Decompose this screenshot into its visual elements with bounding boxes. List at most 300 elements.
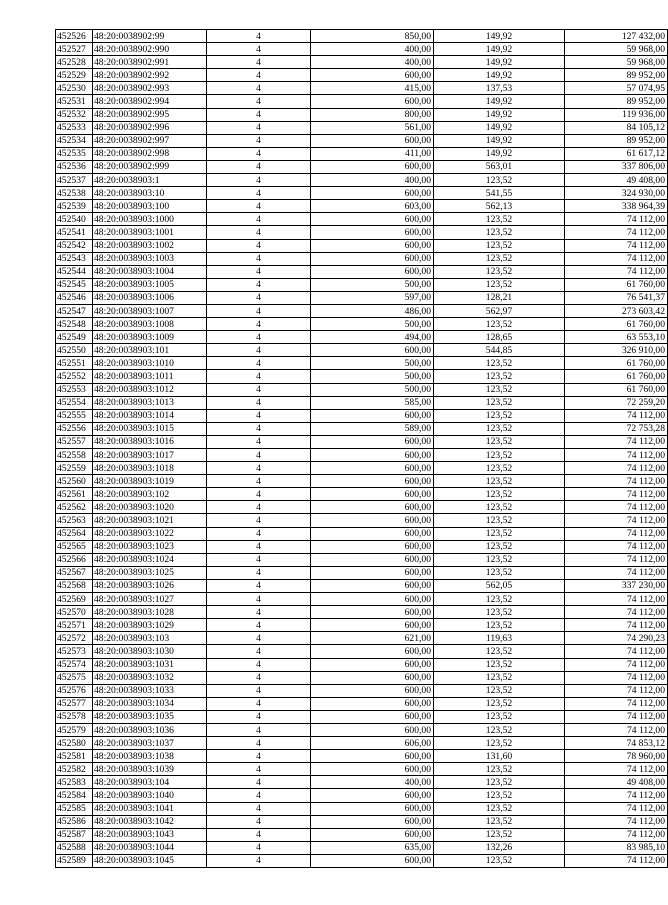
area-cell: 494,00 bbox=[311, 331, 434, 344]
table-row bbox=[56, 593, 668, 606]
area-cell: 600,00 bbox=[311, 789, 434, 802]
cadastral-value-cell: 119 936,00 bbox=[565, 108, 668, 121]
row-number-cell: 452542 bbox=[56, 239, 93, 252]
row-number-cell: 452564 bbox=[56, 527, 93, 540]
category-cell: 4 bbox=[207, 69, 311, 82]
table-row bbox=[56, 553, 668, 566]
row-number-cell: 452547 bbox=[56, 304, 93, 317]
cadastral-number-cell: 48:20:0038903:1009 bbox=[93, 331, 207, 344]
cadastral-number-cell: 48:20:0038903:10 bbox=[93, 187, 207, 200]
table-row bbox=[56, 710, 668, 723]
specific-value-cell: 149,92 bbox=[434, 134, 565, 147]
area-cell: 561,00 bbox=[311, 121, 434, 134]
cadastral-value-cell: 72 753,28 bbox=[565, 422, 668, 435]
specific-value-cell: 541,55 bbox=[434, 187, 565, 200]
cadastral-value-cell: 61 617,12 bbox=[565, 147, 668, 160]
cadastral-value-cell: 61 760,00 bbox=[565, 318, 668, 331]
cadastral-value-cell: 74 112,00 bbox=[565, 462, 668, 475]
table-row bbox=[56, 854, 668, 867]
specific-value-cell: 123,52 bbox=[434, 318, 565, 331]
cadastral-number-cell: 48:20:0038903:1027 bbox=[93, 593, 207, 606]
specific-value-cell: 123,52 bbox=[434, 488, 565, 501]
specific-value-cell: 123,52 bbox=[434, 357, 565, 370]
area-cell: 600,00 bbox=[311, 566, 434, 579]
cadastral-number-cell: 48:20:0038903:1042 bbox=[93, 815, 207, 828]
table-row bbox=[56, 187, 668, 200]
category-cell: 4 bbox=[207, 553, 311, 566]
specific-value-cell: 128,21 bbox=[434, 291, 565, 304]
cadastral-value-cell: 74 112,00 bbox=[565, 606, 668, 619]
row-number-cell: 452586 bbox=[56, 815, 93, 828]
cadastral-value-cell: 74 112,00 bbox=[565, 527, 668, 540]
row-number-cell: 452526 bbox=[56, 30, 93, 43]
row-number-cell: 452557 bbox=[56, 435, 93, 448]
table-row bbox=[56, 579, 668, 592]
row-number-cell: 452544 bbox=[56, 265, 93, 278]
row-number-cell: 452546 bbox=[56, 291, 93, 304]
area-cell: 600,00 bbox=[311, 134, 434, 147]
row-number-cell: 452554 bbox=[56, 396, 93, 409]
table-row bbox=[56, 121, 668, 134]
table-row bbox=[56, 213, 668, 226]
cadastral-number-cell: 48:20:0038903:101 bbox=[93, 344, 207, 357]
area-cell: 600,00 bbox=[311, 239, 434, 252]
cadastral-value-cell: 74 112,00 bbox=[565, 501, 668, 514]
table-row bbox=[56, 540, 668, 553]
specific-value-cell: 149,92 bbox=[434, 30, 565, 43]
table-body bbox=[56, 30, 668, 868]
cadastral-value-cell: 89 952,00 bbox=[565, 95, 668, 108]
cadastral-value-cell: 72 259,20 bbox=[565, 396, 668, 409]
area-cell: 500,00 bbox=[311, 318, 434, 331]
cadastral-value-cell: 74 112,00 bbox=[565, 763, 668, 776]
cadastral-number-cell: 48:20:0038903:1038 bbox=[93, 750, 207, 763]
category-cell: 4 bbox=[207, 318, 311, 331]
category-cell: 4 bbox=[207, 475, 311, 488]
table-row bbox=[56, 776, 668, 789]
category-cell: 4 bbox=[207, 579, 311, 592]
area-cell: 600,00 bbox=[311, 606, 434, 619]
category-cell: 4 bbox=[207, 108, 311, 121]
cadastral-number-cell: 48:20:0038903:1040 bbox=[93, 789, 207, 802]
area-cell: 500,00 bbox=[311, 278, 434, 291]
table-row bbox=[56, 239, 668, 252]
specific-value-cell: 562,13 bbox=[434, 200, 565, 213]
category-cell: 4 bbox=[207, 291, 311, 304]
row-number-cell: 452566 bbox=[56, 553, 93, 566]
cadastral-value-cell: 74 112,00 bbox=[565, 475, 668, 488]
cadastral-value-cell: 74 853,12 bbox=[565, 737, 668, 750]
area-cell: 600,00 bbox=[311, 619, 434, 632]
table-row bbox=[56, 501, 668, 514]
specific-value-cell: 123,52 bbox=[434, 645, 565, 658]
area-cell: 600,00 bbox=[311, 802, 434, 815]
category-cell: 4 bbox=[207, 540, 311, 553]
category-cell: 4 bbox=[207, 632, 311, 645]
cadastral-number-cell: 48:20:0038902:994 bbox=[93, 95, 207, 108]
cadastral-value-cell: 74 112,00 bbox=[565, 239, 668, 252]
area-cell: 600,00 bbox=[311, 645, 434, 658]
area-cell: 400,00 bbox=[311, 56, 434, 69]
cadastral-value-cell: 63 553,10 bbox=[565, 331, 668, 344]
cadastral-value-cell: 61 760,00 bbox=[565, 370, 668, 383]
table-row bbox=[56, 828, 668, 841]
row-number-cell: 452565 bbox=[56, 540, 93, 553]
cadastral-number-cell: 48:20:0038903:1017 bbox=[93, 449, 207, 462]
category-cell: 4 bbox=[207, 501, 311, 514]
specific-value-cell: 149,92 bbox=[434, 69, 565, 82]
category-cell: 4 bbox=[207, 409, 311, 422]
cadastral-number-cell: 48:20:0038903:1029 bbox=[93, 619, 207, 632]
table-row bbox=[56, 763, 668, 776]
cadastral-number-cell: 48:20:0038903:1024 bbox=[93, 553, 207, 566]
category-cell: 4 bbox=[207, 252, 311, 265]
area-cell: 850,00 bbox=[311, 30, 434, 43]
cadastral-number-cell: 48:20:0038903:104 bbox=[93, 776, 207, 789]
specific-value-cell: 123,52 bbox=[434, 422, 565, 435]
specific-value-cell: 123,52 bbox=[434, 514, 565, 527]
cadastral-number-cell: 48:20:0038903:1001 bbox=[93, 226, 207, 239]
table-row bbox=[56, 370, 668, 383]
cadastral-number-cell: 48:20:0038903:100 bbox=[93, 200, 207, 213]
table-row bbox=[56, 475, 668, 488]
category-cell: 4 bbox=[207, 30, 311, 43]
area-cell: 600,00 bbox=[311, 828, 434, 841]
category-cell: 4 bbox=[207, 187, 311, 200]
area-cell: 600,00 bbox=[311, 95, 434, 108]
cadastral-number-cell: 48:20:0038903:1010 bbox=[93, 357, 207, 370]
cadastral-number-cell: 48:20:0038902:997 bbox=[93, 134, 207, 147]
row-number-cell: 452535 bbox=[56, 147, 93, 160]
table-row bbox=[56, 632, 668, 645]
table-row bbox=[56, 658, 668, 671]
area-cell: 400,00 bbox=[311, 43, 434, 56]
area-cell: 600,00 bbox=[311, 435, 434, 448]
cadastral-number-cell: 48:20:0038903:1045 bbox=[93, 854, 207, 867]
cadastral-number-cell: 48:20:0038903:1035 bbox=[93, 710, 207, 723]
area-cell: 400,00 bbox=[311, 776, 434, 789]
row-number-cell: 452568 bbox=[56, 579, 93, 592]
area-cell: 589,00 bbox=[311, 422, 434, 435]
category-cell: 4 bbox=[207, 645, 311, 658]
specific-value-cell: 123,52 bbox=[434, 252, 565, 265]
row-number-cell: 452569 bbox=[56, 593, 93, 606]
table-row bbox=[56, 344, 668, 357]
specific-value-cell: 149,92 bbox=[434, 95, 565, 108]
cadastral-value-cell: 89 952,00 bbox=[565, 134, 668, 147]
area-cell: 600,00 bbox=[311, 69, 434, 82]
area-cell: 600,00 bbox=[311, 252, 434, 265]
row-number-cell: 452561 bbox=[56, 488, 93, 501]
table-row bbox=[56, 462, 668, 475]
table-row bbox=[56, 737, 668, 750]
cadastral-number-cell: 48:20:0038903:1000 bbox=[93, 213, 207, 226]
cadastral-value-cell: 61 760,00 bbox=[565, 278, 668, 291]
table-row bbox=[56, 252, 668, 265]
table-row bbox=[56, 160, 668, 173]
table-row bbox=[56, 108, 668, 121]
cadastral-value-cell: 326 910,00 bbox=[565, 344, 668, 357]
category-cell: 4 bbox=[207, 304, 311, 317]
cadastral-value-cell: 83 985,10 bbox=[565, 841, 668, 854]
category-cell: 4 bbox=[207, 802, 311, 815]
specific-value-cell: 123,52 bbox=[434, 606, 565, 619]
cadastral-number-cell: 48:20:0038903:1012 bbox=[93, 383, 207, 396]
cadastral-value-cell: 337 230,00 bbox=[565, 579, 668, 592]
category-cell: 4 bbox=[207, 658, 311, 671]
specific-value-cell: 544,85 bbox=[434, 344, 565, 357]
cadastral-number-cell: 48:20:0038903:1036 bbox=[93, 723, 207, 736]
area-cell: 603,00 bbox=[311, 200, 434, 213]
area-cell: 500,00 bbox=[311, 370, 434, 383]
category-cell: 4 bbox=[207, 606, 311, 619]
cadastral-number-cell: 48:20:0038903:1018 bbox=[93, 462, 207, 475]
table-row bbox=[56, 815, 668, 828]
table-row bbox=[56, 383, 668, 396]
specific-value-cell: 149,92 bbox=[434, 108, 565, 121]
category-cell: 4 bbox=[207, 737, 311, 750]
category-cell: 4 bbox=[207, 723, 311, 736]
row-number-cell: 452579 bbox=[56, 723, 93, 736]
row-number-cell: 452584 bbox=[56, 789, 93, 802]
area-cell: 600,00 bbox=[311, 553, 434, 566]
table-row bbox=[56, 671, 668, 684]
category-cell: 4 bbox=[207, 147, 311, 160]
category-cell: 4 bbox=[207, 776, 311, 789]
cadastral-number-cell: 48:20:0038902:992 bbox=[93, 69, 207, 82]
table-row bbox=[56, 422, 668, 435]
area-cell: 600,00 bbox=[311, 854, 434, 867]
row-number-cell: 452560 bbox=[56, 475, 93, 488]
cadastral-number-cell: 48:20:0038903:1020 bbox=[93, 501, 207, 514]
row-number-cell: 452559 bbox=[56, 462, 93, 475]
area-cell: 600,00 bbox=[311, 593, 434, 606]
specific-value-cell: 137,53 bbox=[434, 82, 565, 95]
cadastral-value-cell: 74 112,00 bbox=[565, 252, 668, 265]
cadastral-number-cell: 48:20:0038902:991 bbox=[93, 56, 207, 69]
cadastral-number-cell: 48:20:0038902:99 bbox=[93, 30, 207, 43]
table-row bbox=[56, 789, 668, 802]
cadastral-number-cell: 48:20:0038903:1002 bbox=[93, 239, 207, 252]
category-cell: 4 bbox=[207, 435, 311, 448]
specific-value-cell: 123,52 bbox=[434, 854, 565, 867]
cadastral-value-cell: 74 112,00 bbox=[565, 409, 668, 422]
area-cell: 621,00 bbox=[311, 632, 434, 645]
specific-value-cell: 123,52 bbox=[434, 619, 565, 632]
area-cell: 600,00 bbox=[311, 462, 434, 475]
row-number-cell: 452528 bbox=[56, 56, 93, 69]
table-row bbox=[56, 527, 668, 540]
row-number-cell: 452571 bbox=[56, 619, 93, 632]
cadastral-number-cell: 48:20:0038903:1013 bbox=[93, 396, 207, 409]
cadastral-value-cell: 74 112,00 bbox=[565, 854, 668, 867]
table-row bbox=[56, 200, 668, 213]
table-row bbox=[56, 56, 668, 69]
cadastral-value-cell: 74 112,00 bbox=[565, 828, 668, 841]
cadastral-value-cell: 338 964,39 bbox=[565, 200, 668, 213]
category-cell: 4 bbox=[207, 697, 311, 710]
row-number-cell: 452530 bbox=[56, 82, 93, 95]
cadastral-value-cell: 74 112,00 bbox=[565, 265, 668, 278]
area-cell: 600,00 bbox=[311, 723, 434, 736]
table-row bbox=[56, 95, 668, 108]
category-cell: 4 bbox=[207, 226, 311, 239]
specific-value-cell: 123,52 bbox=[434, 671, 565, 684]
cadastral-number-cell: 48:20:0038903:1039 bbox=[93, 763, 207, 776]
specific-value-cell: 123,52 bbox=[434, 501, 565, 514]
area-cell: 635,00 bbox=[311, 841, 434, 854]
cadastral-number-cell: 48:20:0038903:1003 bbox=[93, 252, 207, 265]
table-row bbox=[56, 606, 668, 619]
specific-value-cell: 123,52 bbox=[434, 174, 565, 187]
area-cell: 600,00 bbox=[311, 710, 434, 723]
row-number-cell: 452567 bbox=[56, 566, 93, 579]
cadastral-number-cell: 48:20:0038903:1008 bbox=[93, 318, 207, 331]
row-number-cell: 452563 bbox=[56, 514, 93, 527]
table-row bbox=[56, 684, 668, 697]
specific-value-cell: 131,60 bbox=[434, 750, 565, 763]
cadastral-value-cell: 74 112,00 bbox=[565, 645, 668, 658]
cadastral-value-cell: 89 952,00 bbox=[565, 69, 668, 82]
cadastral-number-cell: 48:20:0038903:103 bbox=[93, 632, 207, 645]
table-row bbox=[56, 147, 668, 160]
category-cell: 4 bbox=[207, 370, 311, 383]
cadastral-value-cell: 76 541,37 bbox=[565, 291, 668, 304]
category-cell: 4 bbox=[207, 357, 311, 370]
table-row bbox=[56, 318, 668, 331]
specific-value-cell: 123,52 bbox=[434, 737, 565, 750]
area-cell: 600,00 bbox=[311, 527, 434, 540]
row-number-cell: 452549 bbox=[56, 331, 93, 344]
row-number-cell: 452548 bbox=[56, 318, 93, 331]
cadastral-number-cell: 48:20:0038903:1015 bbox=[93, 422, 207, 435]
row-number-cell: 452541 bbox=[56, 226, 93, 239]
specific-value-cell: 149,92 bbox=[434, 56, 565, 69]
cadastral-value-cell: 74 112,00 bbox=[565, 723, 668, 736]
cadastral-value-cell: 74 112,00 bbox=[565, 671, 668, 684]
specific-value-cell: 123,52 bbox=[434, 723, 565, 736]
specific-value-cell: 123,52 bbox=[434, 566, 565, 579]
table-row bbox=[56, 514, 668, 527]
table-row bbox=[56, 174, 668, 187]
row-number-cell: 452550 bbox=[56, 344, 93, 357]
table-row bbox=[56, 226, 668, 239]
specific-value-cell: 123,52 bbox=[434, 239, 565, 252]
area-cell: 411,00 bbox=[311, 147, 434, 160]
row-number-cell: 452533 bbox=[56, 121, 93, 134]
category-cell: 4 bbox=[207, 527, 311, 540]
area-cell: 600,00 bbox=[311, 501, 434, 514]
cadastral-value-cell: 127 432,00 bbox=[565, 30, 668, 43]
specific-value-cell: 123,52 bbox=[434, 475, 565, 488]
table-row bbox=[56, 265, 668, 278]
cadastral-number-cell: 48:20:0038903:1043 bbox=[93, 828, 207, 841]
area-cell: 600,00 bbox=[311, 409, 434, 422]
table-row bbox=[56, 435, 668, 448]
specific-value-cell: 123,52 bbox=[434, 226, 565, 239]
table-row bbox=[56, 304, 668, 317]
area-cell: 600,00 bbox=[311, 697, 434, 710]
area-cell: 600,00 bbox=[311, 475, 434, 488]
specific-value-cell: 123,52 bbox=[434, 409, 565, 422]
area-cell: 600,00 bbox=[311, 763, 434, 776]
cadastral-number-cell: 48:20:0038903:1021 bbox=[93, 514, 207, 527]
category-cell: 4 bbox=[207, 95, 311, 108]
specific-value-cell: 123,52 bbox=[434, 540, 565, 553]
row-number-cell: 452575 bbox=[56, 671, 93, 684]
cadastral-value-cell: 61 760,00 bbox=[565, 357, 668, 370]
cadastral-number-cell: 48:20:0038903:1007 bbox=[93, 304, 207, 317]
row-number-cell: 452572 bbox=[56, 632, 93, 645]
specific-value-cell: 128,65 bbox=[434, 331, 565, 344]
row-number-cell: 452534 bbox=[56, 134, 93, 147]
row-number-cell: 452532 bbox=[56, 108, 93, 121]
specific-value-cell: 123,52 bbox=[434, 265, 565, 278]
area-cell: 606,00 bbox=[311, 737, 434, 750]
category-cell: 4 bbox=[207, 789, 311, 802]
row-number-cell: 452536 bbox=[56, 160, 93, 173]
cadastral-number-cell: 48:20:0038903:1041 bbox=[93, 802, 207, 815]
cadastral-value-cell: 61 760,00 bbox=[565, 383, 668, 396]
category-cell: 4 bbox=[207, 815, 311, 828]
area-cell: 600,00 bbox=[311, 265, 434, 278]
area-cell: 800,00 bbox=[311, 108, 434, 121]
specific-value-cell: 123,52 bbox=[434, 789, 565, 802]
cadastral-value-cell: 74 112,00 bbox=[565, 789, 668, 802]
specific-value-cell: 123,52 bbox=[434, 593, 565, 606]
category-cell: 4 bbox=[207, 684, 311, 697]
category-cell: 4 bbox=[207, 174, 311, 187]
area-cell: 600,00 bbox=[311, 213, 434, 226]
row-number-cell: 452553 bbox=[56, 383, 93, 396]
specific-value-cell: 123,52 bbox=[434, 449, 565, 462]
area-cell: 600,00 bbox=[311, 488, 434, 501]
row-number-cell: 452545 bbox=[56, 278, 93, 291]
cadastral-value-cell: 74 112,00 bbox=[565, 435, 668, 448]
cadastral-value-cell: 59 968,00 bbox=[565, 56, 668, 69]
area-cell: 600,00 bbox=[311, 514, 434, 527]
table-row bbox=[56, 488, 668, 501]
specific-value-cell: 123,52 bbox=[434, 396, 565, 409]
specific-value-cell: 123,52 bbox=[434, 213, 565, 226]
category-cell: 4 bbox=[207, 278, 311, 291]
table-row bbox=[56, 291, 668, 304]
area-cell: 600,00 bbox=[311, 187, 434, 200]
cadastral-number-cell: 48:20:0038902:995 bbox=[93, 108, 207, 121]
table-row bbox=[56, 396, 668, 409]
category-cell: 4 bbox=[207, 710, 311, 723]
area-cell: 415,00 bbox=[311, 82, 434, 95]
cadastral-value-cell: 74 112,00 bbox=[565, 684, 668, 697]
row-number-cell: 452580 bbox=[56, 737, 93, 750]
cadastral-number-cell: 48:20:0038902:990 bbox=[93, 43, 207, 56]
area-cell: 600,00 bbox=[311, 815, 434, 828]
table-row bbox=[56, 357, 668, 370]
cadastral-value-cell: 74 112,00 bbox=[565, 566, 668, 579]
category-cell: 4 bbox=[207, 462, 311, 475]
table-row bbox=[56, 619, 668, 632]
row-number-cell: 452570 bbox=[56, 606, 93, 619]
cadastral-number-cell: 48:20:0038903:1033 bbox=[93, 684, 207, 697]
category-cell: 4 bbox=[207, 160, 311, 173]
specific-value-cell: 123,52 bbox=[434, 815, 565, 828]
category-cell: 4 bbox=[207, 213, 311, 226]
cadastral-value-cell: 74 112,00 bbox=[565, 697, 668, 710]
area-cell: 600,00 bbox=[311, 750, 434, 763]
row-number-cell: 452556 bbox=[56, 422, 93, 435]
row-number-cell: 452527 bbox=[56, 43, 93, 56]
row-number-cell: 452583 bbox=[56, 776, 93, 789]
